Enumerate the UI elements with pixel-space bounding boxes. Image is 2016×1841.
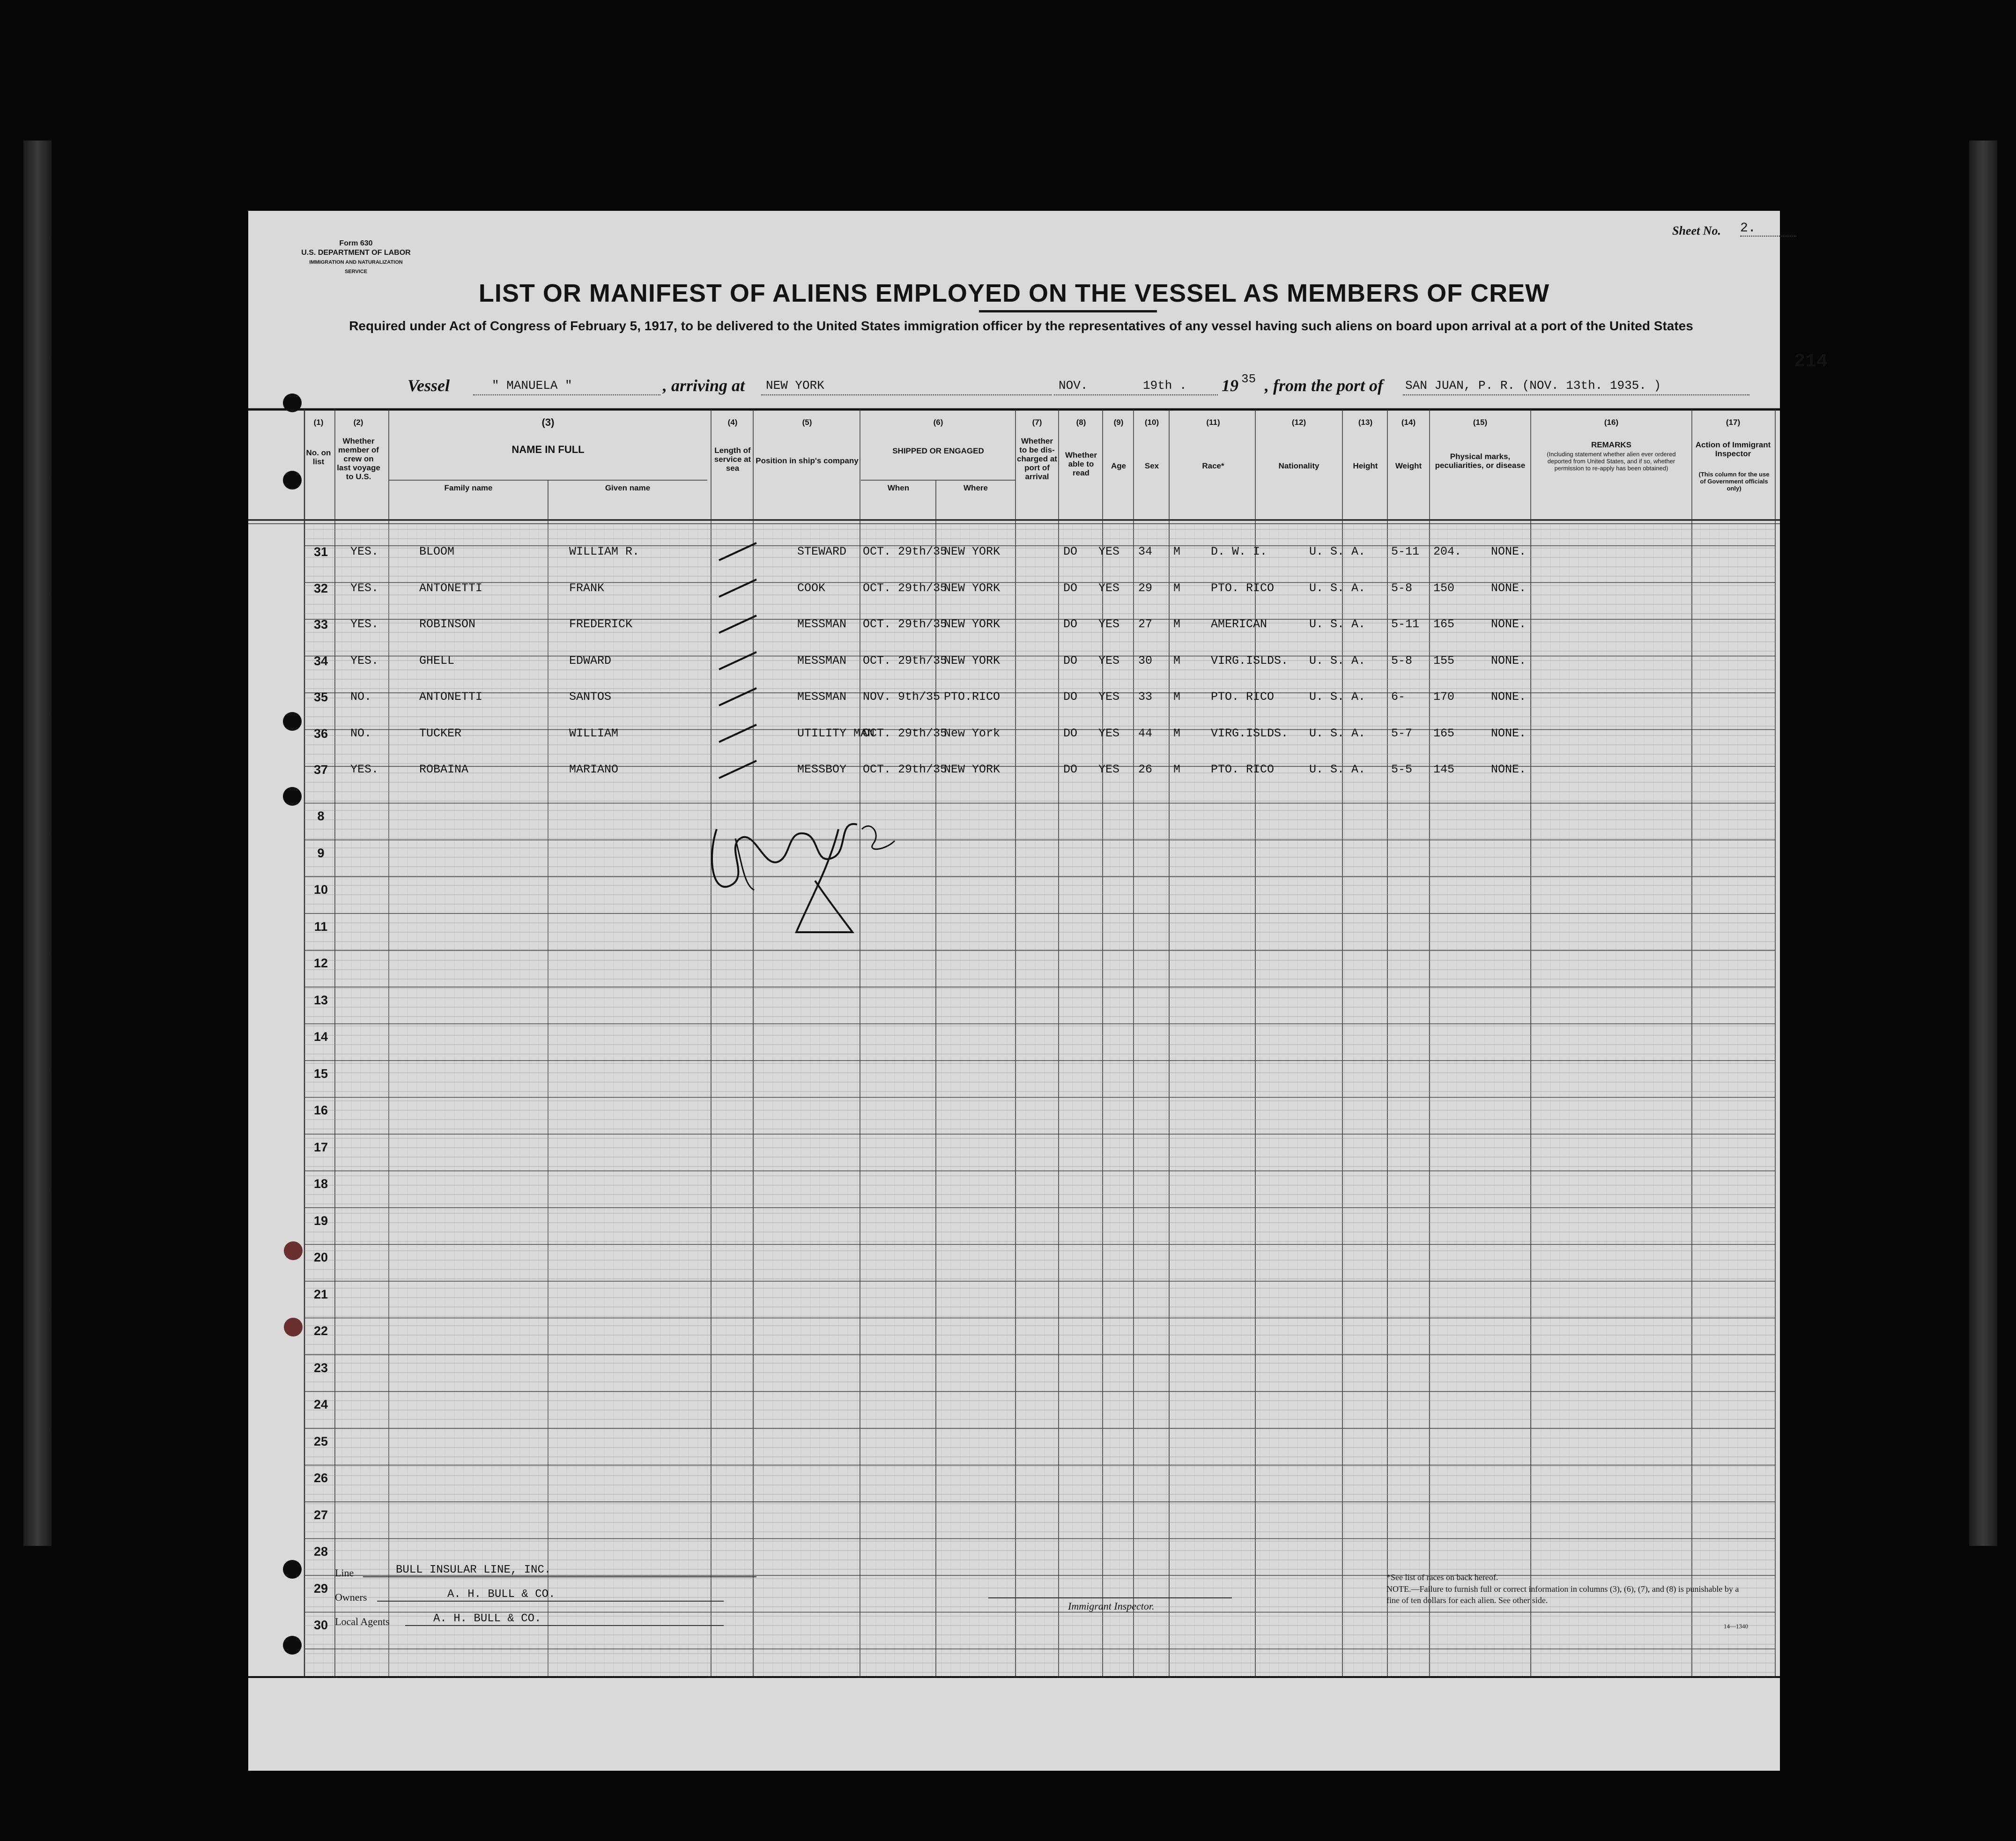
form-header (300, 239, 412, 276)
crew-prev-cell: NO. (350, 726, 372, 740)
crew-where-cell: NEW YORK (944, 653, 1001, 668)
crew-nationality-cell: U. S. A. (1309, 545, 1366, 558)
line-value: BULL INSULAR LINE, INC. (363, 1564, 756, 1577)
crew-age-cell: 33 (1138, 690, 1153, 704)
col14-header: Weight (1395, 461, 1422, 470)
year-suffix: 35 (1241, 372, 1256, 386)
empty-row-number: 26 (313, 1471, 328, 1485)
col6-when-header: When (887, 483, 910, 492)
inspector-label: Immigrant Inspector. (1068, 1600, 1155, 1612)
col6-header: SHIPPED OR ENGAGED (892, 446, 984, 455)
title-underline (979, 310, 1157, 312)
binder-hole (284, 1241, 303, 1260)
empty-row-number: 12 (313, 956, 328, 970)
page-title: LIST OR MANIFEST OF ALIENS EMPLOYED ON THE VESSEL AS MEMBERS OF CREW (478, 279, 1550, 307)
empty-row-number: 8 (317, 809, 325, 823)
crew-position-cell: COOK (797, 581, 826, 595)
col13-header: Height (1353, 461, 1378, 470)
empty-row-number: 25 (313, 1434, 328, 1448)
handwritten-signature (698, 792, 923, 974)
crew-age-cell: 30 (1138, 653, 1153, 668)
col7-header: Whether to be dis-charged at port of arrival (1017, 437, 1057, 481)
crew-no-cell: 33 (313, 617, 328, 631)
crew-sex-cell: M (1173, 726, 1181, 740)
crew-read-cell: YES (1098, 690, 1120, 704)
crew-height-cell: 5-8 (1391, 581, 1413, 595)
service-length-dash (717, 721, 759, 744)
col16-subheader: (Including statement whether alien ever ordered deported from United States, and if so, whether permission to re-apply has been obtained) (1547, 451, 1676, 472)
binder-hole (283, 712, 302, 731)
film-edge-left (23, 141, 52, 1546)
empty-row-number: 23 (313, 1360, 328, 1375)
arriving-label: , arriving at (663, 376, 745, 395)
empty-row-number: 21 (313, 1287, 328, 1301)
crew-position-cell: MESSMAN (797, 617, 847, 631)
crew-prev-cell: YES. (350, 617, 379, 631)
penalty-note: NOTE.—Failure to furnish full or correct information in columns (3), (6), (7), and (8) is punishable by a fine of ten dollars for each alien. See other side. (1386, 1584, 1739, 1605)
service-length-dash (717, 612, 759, 635)
sheet-number-value: 2. (1740, 221, 1796, 237)
binder-hole (283, 471, 302, 490)
crew-race-cell: D. W. I. (1211, 545, 1267, 558)
empty-row-number: 29 (313, 1581, 328, 1596)
agents-label: Local Agents (335, 1616, 390, 1627)
vessel-name-line (473, 394, 660, 395)
crew-no-cell: 31 (313, 545, 328, 559)
crew-when-cell: NOV. 9th/35 (863, 690, 941, 704)
page-subtitle: Required under Act of Congress of February 5, 1917, to be delivered to the United States immigration officer by the representatives of any vessel having such aliens on board upon arrival at a port of the United States (349, 319, 1693, 333)
empty-row-number: 20 (313, 1250, 328, 1264)
empty-row-number: 19 (313, 1213, 328, 1228)
col8-num: (8) (1076, 418, 1086, 427)
crew-discharged-cell: DO (1063, 653, 1078, 668)
crew-no-cell: 37 (313, 763, 328, 777)
col6-num: (6) (933, 418, 943, 427)
vessel-label: Vessel (408, 376, 450, 395)
col11-num: (11) (1206, 418, 1220, 427)
crew-position-cell: UTILITY MAN (797, 726, 875, 740)
crew-age-cell: 27 (1138, 617, 1153, 631)
crew-marks-cell: NONE. (1491, 690, 1527, 704)
department-name: U.S. DEPARTMENT OF LABOR (301, 249, 411, 257)
crew-family-cell: ANTONETTI (419, 690, 483, 704)
crew-position-cell: MESSBOY (797, 763, 847, 776)
owners-label: Owners (335, 1591, 367, 1603)
crew-discharged-cell: DO (1063, 545, 1078, 558)
arriving-port: NEW YORK (766, 379, 824, 393)
crew-age-cell: 44 (1138, 726, 1153, 740)
crew-family-cell: GHELL (419, 653, 455, 668)
crew-sex-cell: M (1173, 690, 1181, 704)
crew-weight-cell: 150 (1433, 581, 1455, 595)
owners-value: A. H. BULL & CO. (377, 1588, 724, 1602)
crew-given-cell: FREDERICK (569, 617, 633, 631)
crew-given-cell: FRANK (569, 581, 605, 595)
col9-header: Age (1111, 461, 1127, 470)
crew-discharged-cell: DO (1063, 617, 1078, 631)
crew-prev-cell: YES. (350, 763, 379, 776)
crew-race-cell: PTO. RICO (1211, 581, 1275, 595)
crew-when-cell: OCT. 29th/35 (863, 726, 948, 740)
crew-position-cell: MESSMAN (797, 690, 847, 704)
crew-where-cell: NEW YORK (944, 581, 1001, 595)
empty-row-number: 28 (313, 1544, 328, 1559)
manifest-sheet (248, 211, 1828, 1771)
crew-family-cell: ROBINSON (419, 617, 476, 631)
service-length-dash (717, 576, 759, 599)
from-port-label: , from the port of (1265, 376, 1384, 395)
agents-value: A. H. BULL & CO. (405, 1612, 724, 1626)
crew-family-cell: ROBAINA (419, 763, 469, 776)
crew-marks-cell: NONE. (1491, 726, 1527, 740)
crew-read-cell: YES (1098, 581, 1120, 595)
col5-num: (5) (802, 418, 812, 427)
crew-prev-cell: NO. (350, 690, 372, 704)
binder-hole (283, 787, 302, 806)
arrival-month: NOV. (1059, 379, 1088, 393)
empty-row-number: 22 (313, 1324, 328, 1338)
crew-read-cell: YES (1098, 617, 1120, 631)
crew-when-cell: OCT. 29th/35 (863, 617, 948, 631)
col10-header: Sex (1144, 461, 1159, 470)
crew-no-cell: 36 (313, 726, 328, 741)
crew-prev-cell: YES. (350, 653, 379, 668)
crew-family-cell: BLOOM (419, 545, 455, 558)
col2-header: Whether member of crew on last voyage to U.S. (337, 437, 380, 481)
col13-num: (13) (1358, 418, 1373, 427)
empty-row-number: 14 (313, 1030, 328, 1044)
crew-marks-cell: NONE. (1491, 581, 1527, 595)
crew-weight-cell: 165 (1433, 726, 1455, 740)
crew-where-cell: New York (944, 726, 1001, 740)
service-name: IMMIGRATION AND NATURALIZATION SERVICE (309, 260, 403, 275)
crew-family-cell: ANTONETTI (419, 581, 483, 595)
col17-subheader: (This column for the use of Government officials only) (1698, 471, 1770, 492)
page-number: 214 (1794, 351, 1828, 372)
arriving-port-line (761, 394, 1052, 395)
col3-num: (3) (541, 416, 555, 428)
crew-no-cell: 35 (313, 690, 328, 704)
empty-row-number: 13 (313, 993, 328, 1007)
vessel-info-line (408, 372, 1766, 399)
col3-given-header: Given name (605, 483, 651, 492)
crew-age-cell: 34 (1138, 545, 1153, 558)
col9-num: (9) (1113, 418, 1124, 427)
crew-marks-cell: NONE. (1491, 763, 1527, 776)
col4-header: Length of service at sea (714, 446, 751, 473)
arrival-day: 19th . (1143, 379, 1187, 393)
crew-marks-cell: NONE. (1491, 617, 1527, 631)
arrival-date-line (1054, 394, 1218, 395)
crew-prev-cell: YES. (350, 545, 379, 558)
col15-num: (15) (1473, 418, 1488, 427)
binder-hole (283, 393, 302, 412)
manifest-grid (248, 409, 1780, 1674)
crew-nationality-cell: U. S. A. (1309, 763, 1366, 776)
binder-hole (283, 1636, 302, 1655)
crew-position-cell: MESSMAN (797, 653, 847, 668)
crew-age-cell: 26 (1138, 763, 1153, 776)
crew-nationality-cell: U. S. A. (1309, 726, 1366, 740)
crew-height-cell: 5-7 (1391, 726, 1413, 740)
crew-when-cell: OCT. 29th/35 (863, 545, 948, 558)
crew-given-cell: WILLIAM R. (569, 545, 640, 558)
crew-where-cell: NEW YORK (944, 763, 1001, 776)
empty-row-number: 15 (313, 1066, 328, 1081)
crew-nationality-cell: U. S. A. (1309, 617, 1366, 631)
crew-weight-cell: 170 (1433, 690, 1455, 704)
service-length-dash (717, 539, 759, 563)
crew-nationality-cell: U. S. A. (1309, 690, 1366, 704)
crew-given-cell: SANTOS (569, 690, 612, 704)
col12-header: Nationality (1278, 461, 1319, 470)
crew-sex-cell: M (1173, 763, 1181, 776)
col8-header: Whether able to read (1065, 451, 1097, 477)
from-port: SAN JUAN, P. R. (NOV. 13th. 1935. ) (1405, 379, 1661, 393)
col11-header: Race* (1202, 461, 1224, 470)
col15-header: Physical marks, peculiarities, or disease (1435, 452, 1526, 470)
crew-nationality-cell: U. S. A. (1309, 653, 1366, 668)
crew-given-cell: WILLIAM (569, 726, 619, 740)
year-prefix: 19 (1222, 376, 1238, 395)
crew-race-cell: VIRG.ISLDS. (1211, 726, 1289, 740)
empty-row-number: 11 (314, 919, 328, 934)
empty-row-number: 18 (313, 1177, 328, 1191)
col5-header: Position in ship's company (756, 456, 859, 465)
crew-weight-cell: 155 (1433, 653, 1455, 668)
crew-family-cell: TUCKER (419, 726, 462, 740)
crew-sex-cell: M (1173, 617, 1181, 631)
crew-marks-cell: NONE. (1491, 653, 1527, 668)
binder-hole (284, 1318, 303, 1336)
col1-num: (1) (313, 418, 324, 427)
service-length-dash (717, 757, 759, 780)
crew-no-cell: 34 (313, 653, 328, 668)
crew-race-cell: AMERICAN (1211, 617, 1267, 631)
col10-num: (10) (1144, 418, 1159, 427)
crew-discharged-cell: DO (1063, 763, 1078, 776)
col2-num: (2) (353, 418, 363, 427)
empty-row-number: 24 (313, 1397, 328, 1411)
crew-sex-cell: M (1173, 653, 1181, 668)
col4-num: (4) (727, 418, 738, 427)
col16-num: (16) (1604, 418, 1619, 427)
crew-height-cell: 5-5 (1391, 763, 1413, 776)
empty-row-number: 17 (313, 1140, 328, 1154)
crew-when-cell: OCT. 29th/35 (863, 653, 948, 668)
crew-read-cell: YES (1098, 545, 1120, 558)
inspector-signature-line (988, 1597, 1232, 1598)
crew-given-cell: EDWARD (569, 653, 612, 668)
col17-num: (17) (1726, 418, 1741, 427)
col3-header: NAME IN FULL (511, 444, 585, 455)
crew-height-cell: 5-11 (1391, 545, 1420, 558)
service-length-dash (717, 648, 759, 672)
crew-race-cell: PTO. RICO (1211, 763, 1275, 776)
crew-sex-cell: M (1173, 581, 1181, 595)
races-note: *See list of races on back hereof. (1386, 1573, 1498, 1582)
crew-prev-cell: YES. (350, 581, 379, 595)
crew-race-cell: PTO. RICO (1211, 690, 1275, 704)
crew-height-cell: 6- (1391, 690, 1406, 704)
line-label: Line (335, 1567, 354, 1579)
crew-weight-cell: 204. (1433, 545, 1462, 558)
crew-position-cell: STEWARD (797, 545, 847, 558)
empty-row-number: 27 (313, 1507, 328, 1522)
empty-row-number: 30 (313, 1618, 328, 1632)
crew-when-cell: OCT. 29th/35 (863, 581, 948, 595)
crew-weight-cell: 145 (1433, 763, 1455, 776)
film-edge-right (1969, 141, 1997, 1546)
crew-nationality-cell: U. S. A. (1309, 581, 1366, 595)
sheet-number-label: Sheet No. (1672, 224, 1721, 238)
crew-no-cell: 32 (313, 581, 328, 595)
col14-num: (14) (1401, 418, 1416, 427)
crew-discharged-cell: DO (1063, 726, 1078, 740)
crew-given-cell: MARIANO (569, 763, 619, 776)
crew-read-cell: YES (1098, 763, 1120, 776)
crew-age-cell: 29 (1138, 581, 1153, 595)
empty-row-number: 9 (317, 846, 325, 860)
col7-num: (7) (1032, 418, 1042, 427)
form-number: Form 630 (339, 239, 373, 247)
service-length-dash (717, 684, 759, 708)
crew-height-cell: 5-11 (1391, 617, 1420, 631)
empty-row-number: 10 (313, 883, 328, 897)
binder-hole (283, 1560, 302, 1579)
col12-num: (12) (1291, 418, 1306, 427)
col3-family-header: Family name (444, 483, 493, 492)
crew-read-cell: YES (1098, 653, 1120, 668)
crew-height-cell: 5-8 (1391, 653, 1413, 668)
crew-marks-cell: NONE. (1491, 545, 1527, 558)
crew-sex-cell: M (1173, 545, 1181, 558)
empty-row-number: 16 (313, 1103, 328, 1117)
col1-header: No. on list (306, 448, 331, 466)
crew-read-cell: YES (1098, 726, 1120, 740)
print-code: 14—1340 (1724, 1623, 1748, 1630)
col6-where-header: Where (964, 483, 988, 492)
crew-where-cell: PTO.RICO (944, 690, 1001, 704)
crew-race-cell: VIRG.ISLDS. (1211, 653, 1289, 668)
from-port-line (1403, 394, 1749, 395)
col16-header: REMARKS (1591, 440, 1631, 449)
crew-where-cell: NEW YORK (944, 545, 1001, 558)
vessel-name: " MANUELA " (492, 379, 572, 393)
crew-weight-cell: 165 (1433, 617, 1455, 631)
crew-where-cell: NEW YORK (944, 617, 1001, 631)
col17-header: Action of Immigrant Inspector (1695, 440, 1771, 458)
crew-discharged-cell: DO (1063, 581, 1078, 595)
crew-when-cell: OCT. 29th/35 (863, 763, 948, 776)
crew-discharged-cell: DO (1063, 690, 1078, 704)
